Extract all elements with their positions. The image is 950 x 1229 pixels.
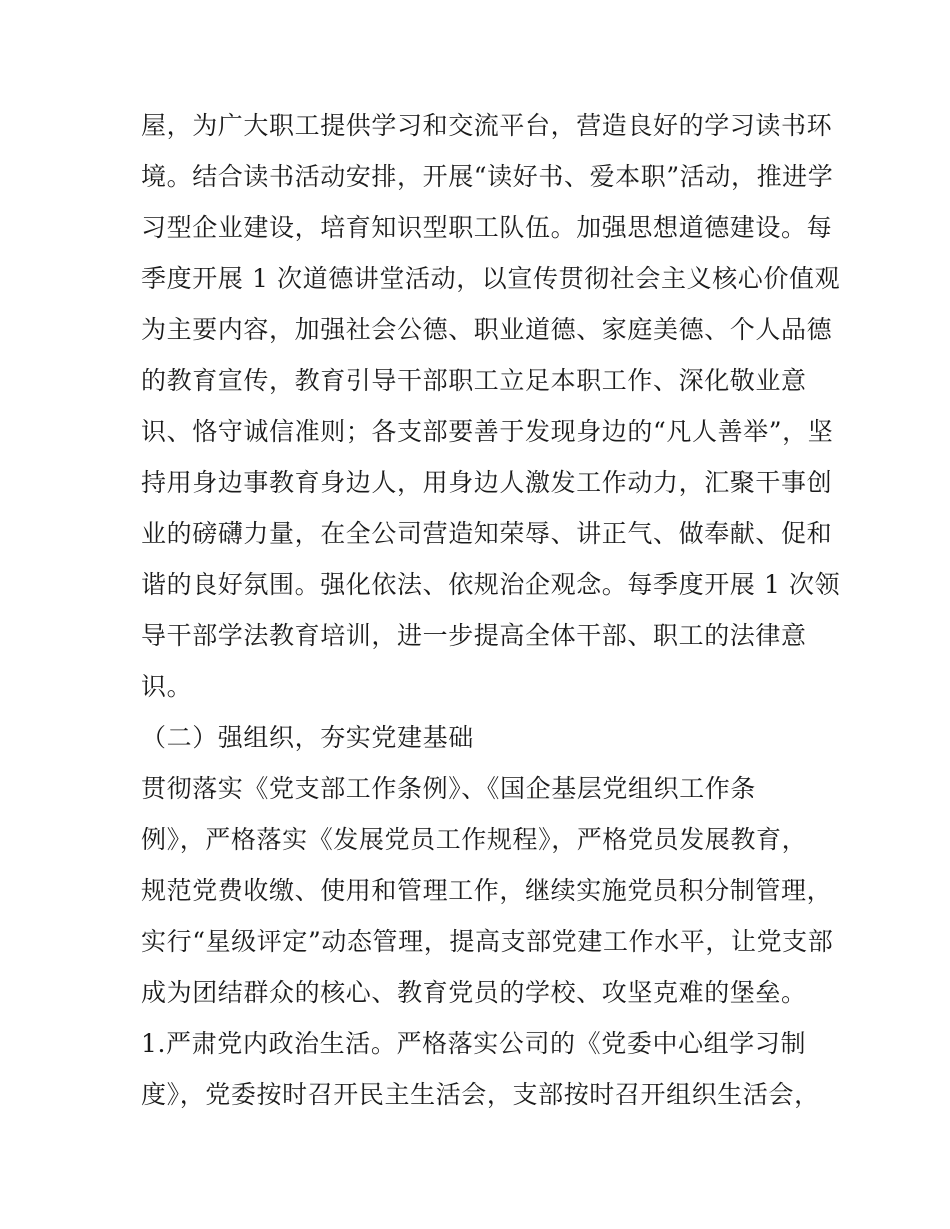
body-text-line: 导干部学法教育培训，进一步提高全体干部、职工的法律意 — [141, 621, 807, 650]
body-text-line: 实行“星级评定”动态管理，提高支部党建工作水平，让党支部 — [141, 927, 834, 956]
body-text-line: 的教育宣传，教育引导干部职工立足本职工作、深化敬业意 — [141, 366, 807, 395]
body-text-line: 为主要内容，加强社会公德、职业道德、家庭美德、个人品德 — [141, 315, 833, 344]
body-text-line: 季度开展 1 次道德讲堂活动，以宣传贯彻社会主义核心价值观 — [141, 264, 841, 293]
body-text-line: 成为团结群众的核心、教育党员的学校、攻坚克难的堡垒。 — [141, 978, 807, 1007]
body-text-line: 规范党费收缴、使用和管理工作，继续实施党员积分制管理， — [141, 876, 833, 905]
body-text-line: 度》，党委按时召开民主生活会，支部按时召开组织生活会， — [141, 1080, 820, 1109]
section-heading: （二）强组织，夯实党建基础 — [141, 723, 474, 752]
body-text-line: 谐的良好氛围。强化依法、依规治企观念。每季度开展 1 次领 — [141, 570, 841, 599]
body-text-line: 例》，严格落实《发展党员工作规程》，严格党员发展教育， — [141, 825, 808, 854]
body-text-line: 持用身边事教育身边人，用身边人激发工作动力，汇聚干事创 — [141, 468, 833, 497]
body-text-line: 习型企业建设，培育知识型职工队伍。加强思想道德建设。每 — [141, 213, 833, 242]
body-text-line: 识、恪守诚信准则；各支部要善于发现身边的“凡人善举”，坚 — [141, 417, 834, 446]
body-text-line: 业的磅礴力量，在全公司营造知荣辱、讲正气、做奉献、促和 — [141, 519, 833, 548]
body-text-line: 贯彻落实《党支部工作条例》、《国企基层党组织工作条 — [141, 774, 757, 803]
body-text-line: 识。 — [141, 672, 193, 701]
body-text-line: 1.严肃党内政治生活。严格落实公司的《党委中心组学习制 — [141, 1029, 807, 1058]
body-text-line: 境。结合读书活动安排，开展“读好书、爱本职”活动，推进学 — [141, 162, 834, 191]
body-text-line: 屋，为广大职工提供学习和交流平台，营造良好的学习读书环 — [141, 111, 833, 140]
